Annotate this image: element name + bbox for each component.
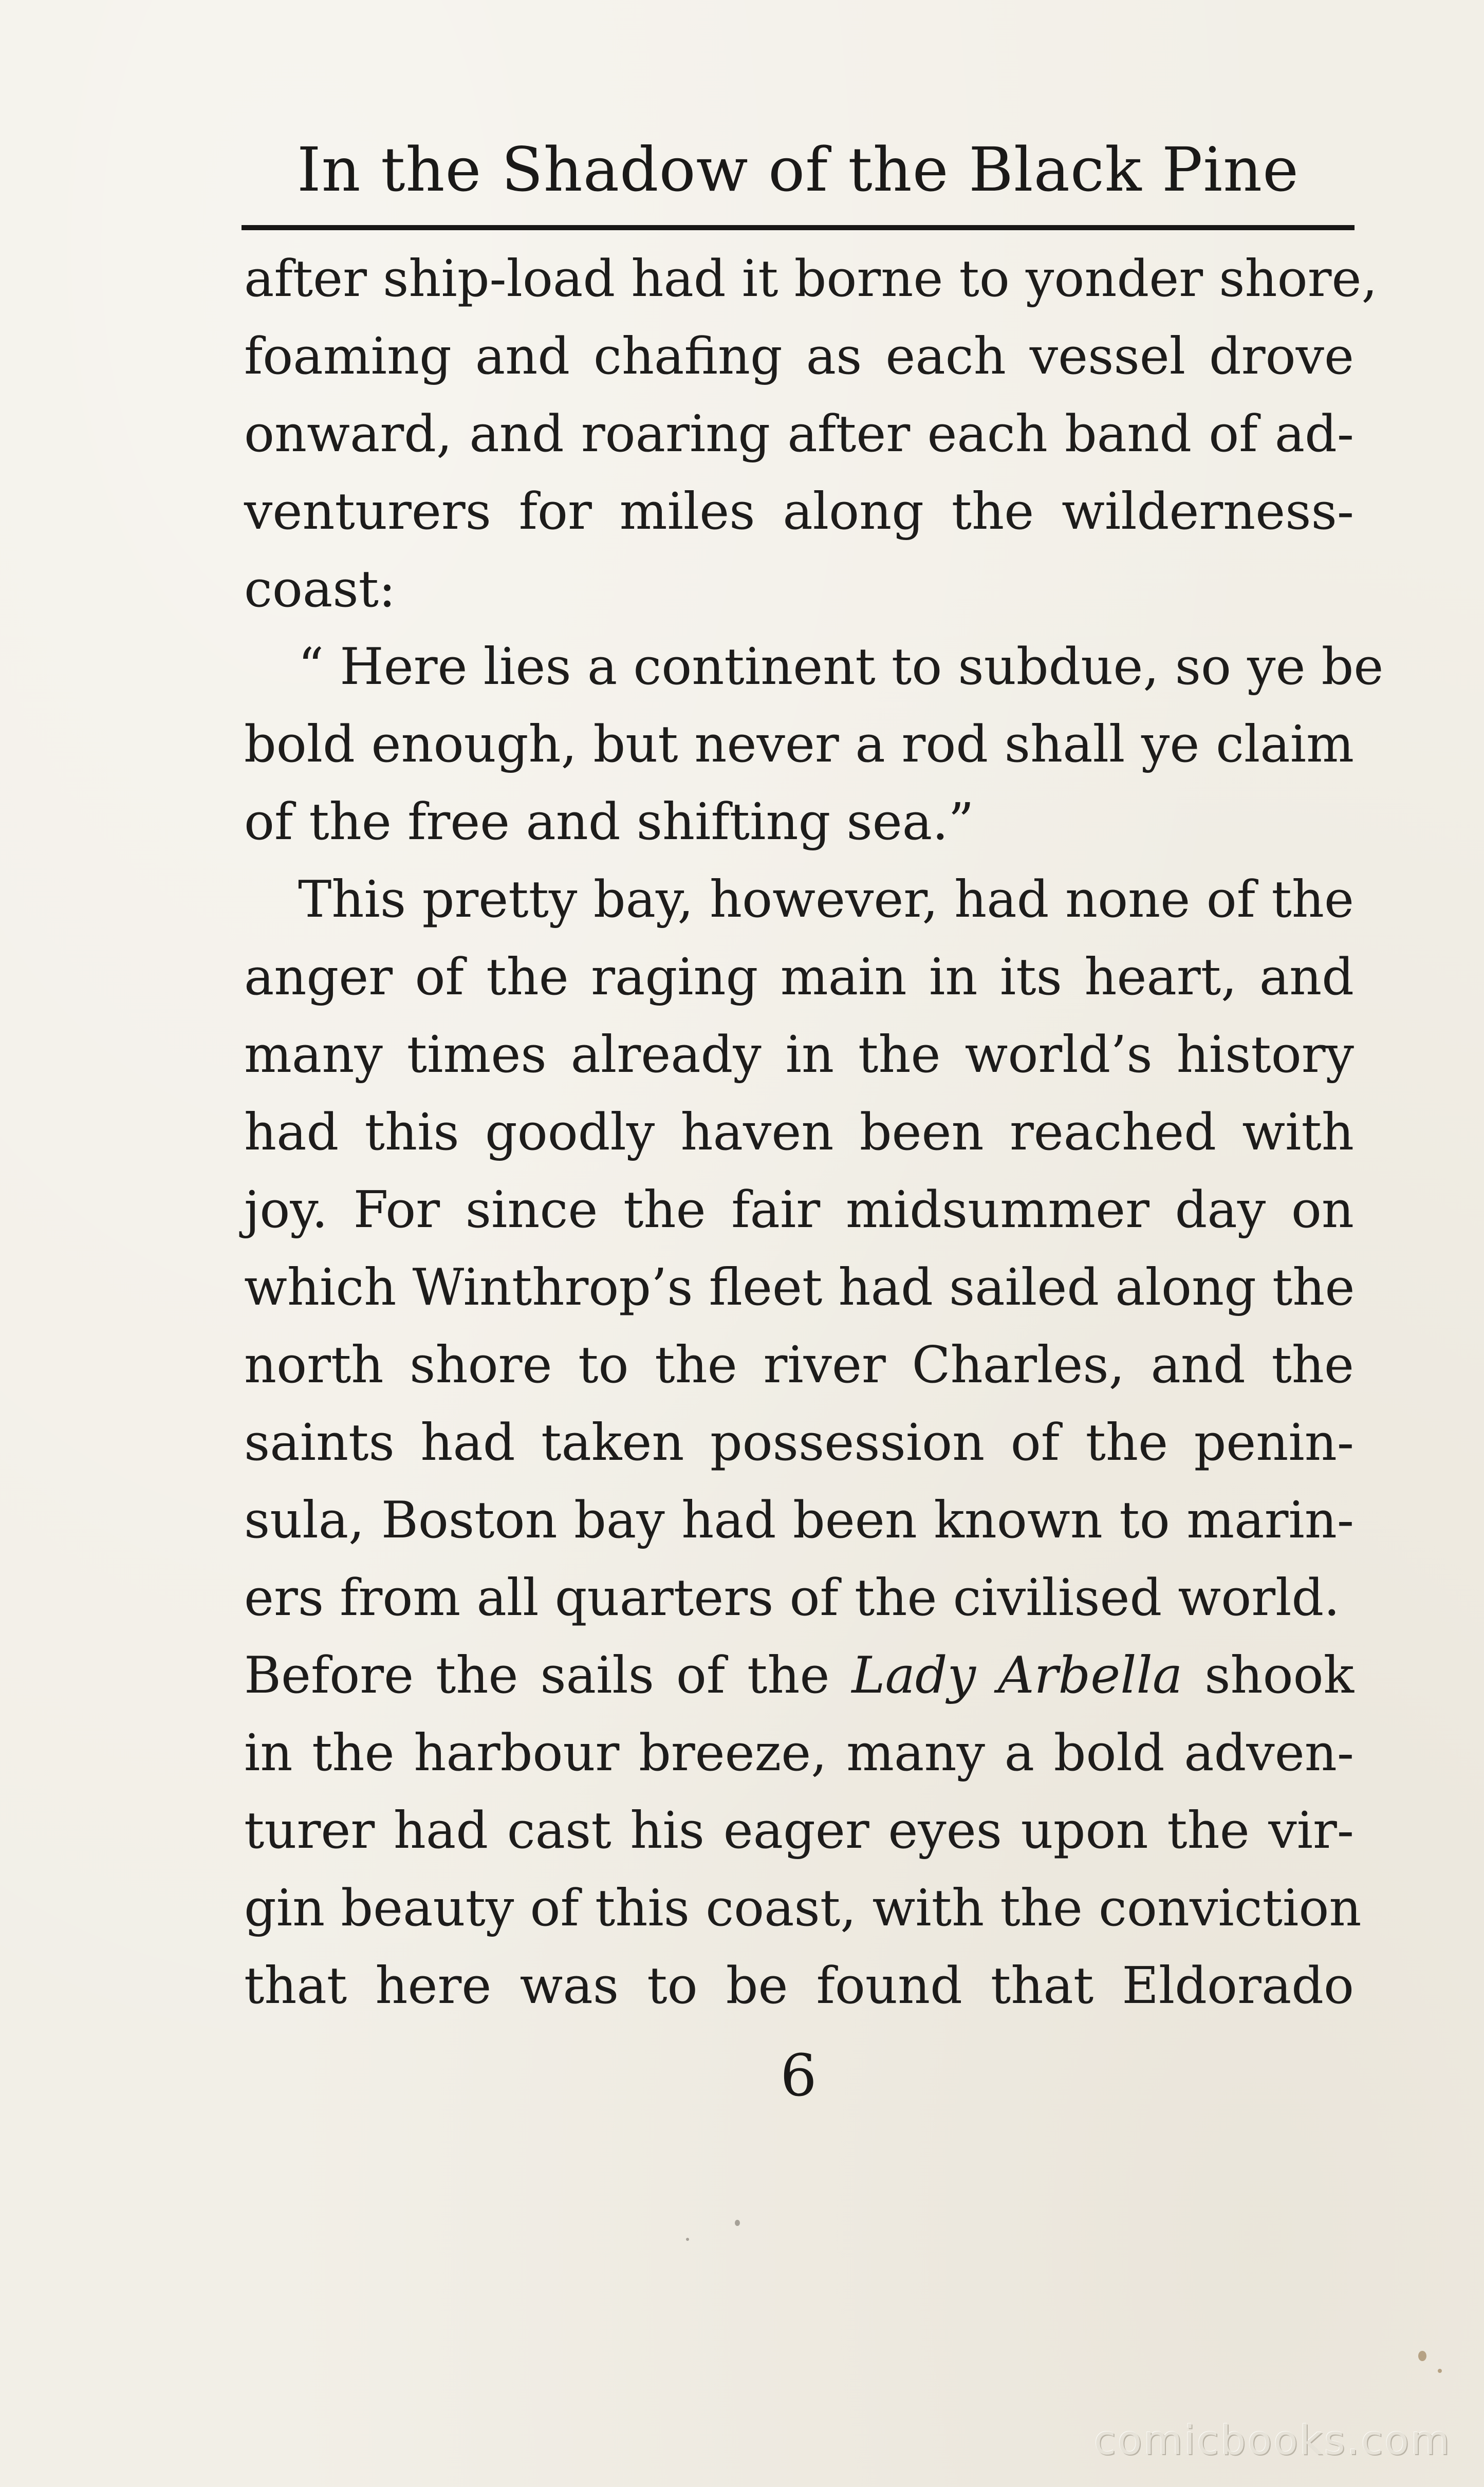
text-line: onward, and roaring after each band of ad- (244, 405, 1354, 463)
paper-speck (686, 2238, 689, 2241)
text-line: ers from all quarters of the civilised world. (244, 1569, 1340, 1627)
text-line: sula, Boston bay had been known to marin- (244, 1491, 1354, 1550)
text-line: venturers for miles along the wilderness- (244, 482, 1354, 541)
paragraph-2-quotation (244, 628, 1384, 861)
text-line: that here was to be found that Eldorado (244, 1957, 1354, 2015)
text-line: “ Here lies a continent to subdue, so ye be (298, 638, 1384, 696)
text-line: of the free and shifting sea.” (244, 793, 974, 851)
text-line: This pretty bay, however, had none of the (298, 870, 1354, 929)
text-fragment: shook (1204, 1646, 1355, 1705)
text-line: in the harbour breeze, many a bold adven- (244, 1724, 1354, 1783)
paragraph-4 (244, 1637, 1362, 2025)
text-line-with-italic-title (244, 1637, 1354, 1715)
text-line: after ship-load had it borne to yonder shore, (244, 250, 1378, 308)
text-line: had this goodly haven been reached with (244, 1103, 1354, 1162)
body-text (244, 240, 1384, 2025)
paper-speck (735, 2220, 740, 2226)
text-line: turer had cast his eager eyes upon the vir- (244, 1802, 1354, 1860)
paragraph-1 (244, 240, 1378, 628)
text-line: gin beauty of this coast, with the conviction (244, 1879, 1362, 1938)
paragraph-3 (244, 861, 1354, 1637)
ship-name-italic: Lady Arbella (851, 1646, 1183, 1705)
paper-speck (1438, 2369, 1442, 2373)
text-line: saints had taken possession of the penin- (244, 1414, 1354, 1472)
watermark: comicbooks.com (1093, 2418, 1451, 2464)
header-rule (242, 225, 1355, 230)
text-line: which Winthrop’s fleet had sailed along the (244, 1258, 1355, 1317)
running-head-title: In the Shadow of the Black Pine (297, 134, 1299, 205)
text-line: coast: (244, 560, 396, 619)
paper-speck (1418, 2351, 1426, 2361)
text-line: many times already in the world’s history (244, 1026, 1354, 1084)
text-line: bold enough, but never a rod shall ye claim (244, 715, 1354, 774)
text-line: joy. For since the fair midsummer day on (244, 1181, 1354, 1239)
text-line: anger of the raging main in its heart, and (244, 948, 1354, 1007)
text-line: north shore to the river Charles, and the (244, 1336, 1354, 1395)
text-line: foaming and chafing as each vessel drove (244, 327, 1354, 386)
page-number: 6 (780, 2043, 817, 2109)
text-fragment: Before the sails of the (244, 1646, 830, 1705)
